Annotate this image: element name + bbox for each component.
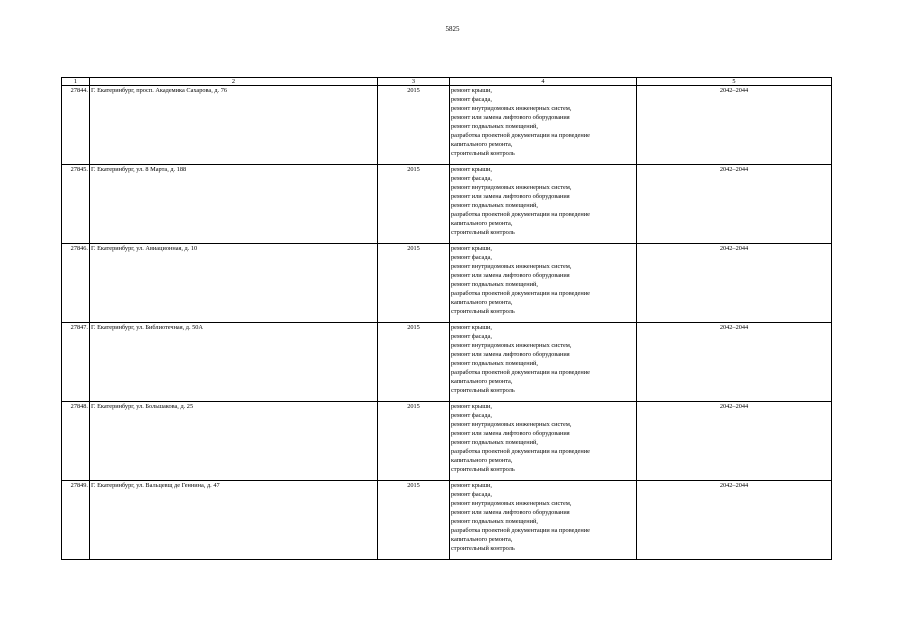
year-cell: 2015 xyxy=(378,86,450,165)
repair-period-cell: 2042–2044 xyxy=(637,86,832,165)
table-row xyxy=(62,481,832,560)
work-item: ремонт крыши, xyxy=(451,403,493,410)
work-item: ремонт внутридомовых инженерных систем, xyxy=(451,421,572,428)
address-cell: Г. Екатеринбург, ул. Большакова, д. 25 xyxy=(90,402,378,481)
work-item: ремонт подвальных помещений, xyxy=(451,360,538,367)
address-cell: Г. Екатеринбург, ул. Авиационная, д. 10 xyxy=(90,244,378,323)
work-item: ремонт фасада, xyxy=(451,412,492,419)
row-number-cell: 27845. xyxy=(62,165,90,244)
work-item: капитального ремонта, xyxy=(451,299,513,306)
table-row xyxy=(62,86,832,165)
repair-period-cell: 2042–2044 xyxy=(637,165,832,244)
repair-period-cell: 2042–2044 xyxy=(637,402,832,481)
work-item: разработка проектной документации на проведение xyxy=(451,527,590,534)
work-item: строительный контроль xyxy=(451,545,515,552)
works-cell xyxy=(450,165,637,244)
work-item: ремонт крыши, xyxy=(451,166,493,173)
address-cell: Г. Екатеринбург, ул. Вальцевщ де Геннина, д. 47 xyxy=(90,481,378,560)
work-item: капитального ремонта, xyxy=(451,378,513,385)
work-item: ремонт фасада, xyxy=(451,175,492,182)
work-item: ремонт внутридомовых инженерных систем, xyxy=(451,342,572,349)
work-item: ремонт крыши, xyxy=(451,482,493,489)
work-item: ремонт или замена лифтового оборудования xyxy=(451,272,570,279)
works-cell xyxy=(450,481,637,560)
work-item: строительный контроль xyxy=(451,308,515,315)
work-item: строительный контроль xyxy=(451,150,515,157)
work-item: ремонт крыши, xyxy=(451,324,493,331)
work-item: ремонт или замена лифтового оборудования xyxy=(451,351,570,358)
row-number-cell: 27849. xyxy=(62,481,90,560)
work-item: капитального ремонта, xyxy=(451,220,513,227)
table-row xyxy=(62,402,832,481)
work-item: ремонт подвальных помещений, xyxy=(451,202,538,209)
works-cell xyxy=(450,323,637,402)
work-item: капитального ремонта, xyxy=(451,536,513,543)
column-number: 2 xyxy=(90,78,378,86)
work-item: ремонт подвальных помещений, xyxy=(451,439,538,446)
address-cell: Г. Екатеринбург, ул. Библиотечная, д. 50А xyxy=(90,323,378,402)
works-cell xyxy=(450,86,637,165)
column-number: 5 xyxy=(637,78,832,86)
capital-repair-table xyxy=(61,77,832,560)
work-item: ремонт внутридомовых инженерных систем, xyxy=(451,184,572,191)
work-item: ремонт или замена лифтового оборудования xyxy=(451,430,570,437)
table-body xyxy=(62,78,832,560)
year-cell: 2015 xyxy=(378,402,450,481)
table-row xyxy=(62,165,832,244)
table-row xyxy=(62,244,832,323)
address-cell: Г. Екатеринбург, просп. Академика Сахарова, д. 76 xyxy=(90,86,378,165)
column-number: 3 xyxy=(378,78,450,86)
address-cell: Г. Екатеринбург, ул. 8 Марта, д. 188 xyxy=(90,165,378,244)
table-row xyxy=(62,323,832,402)
work-item: ремонт фасада, xyxy=(451,491,492,498)
repair-period-cell: 2042–2044 xyxy=(637,481,832,560)
work-item: ремонт или замена лифтового оборудования xyxy=(451,193,570,200)
work-item: ремонт крыши, xyxy=(451,245,493,252)
work-item: строительный контроль xyxy=(451,387,515,394)
work-item: ремонт фасада, xyxy=(451,96,492,103)
work-item: ремонт или замена лифтового оборудования xyxy=(451,114,570,121)
page-number: 5825 xyxy=(445,25,460,33)
work-item: разработка проектной документации на проведение xyxy=(451,211,590,218)
work-item: ремонт фасада, xyxy=(451,333,492,340)
work-item: ремонт подвальных помещений, xyxy=(451,281,538,288)
row-number-cell: 27844. xyxy=(62,86,90,165)
column-number: 4 xyxy=(450,78,637,86)
work-item: строительный контроль xyxy=(451,229,515,236)
year-cell: 2015 xyxy=(378,323,450,402)
work-item: разработка проектной документации на проведение xyxy=(451,369,590,376)
works-cell xyxy=(450,402,637,481)
work-item: ремонт внутридомовых инженерных систем, xyxy=(451,500,572,507)
year-cell: 2015 xyxy=(378,481,450,560)
work-item: ремонт фасада, xyxy=(451,254,492,261)
work-item: капитального ремонта, xyxy=(451,457,513,464)
work-item: ремонт крыши, xyxy=(451,87,493,94)
work-item: строительный контроль xyxy=(451,466,515,473)
work-item: разработка проектной документации на проведение xyxy=(451,290,590,297)
works-cell xyxy=(450,244,637,323)
work-item: ремонт подвальных помещений, xyxy=(451,123,538,130)
year-cell: 2015 xyxy=(378,244,450,323)
repair-period-cell: 2042–2044 xyxy=(637,323,832,402)
work-item: ремонт или замена лифтового оборудования xyxy=(451,509,570,516)
work-item: разработка проектной документации на проведение xyxy=(451,132,590,139)
work-item: ремонт внутридомовых инженерных систем, xyxy=(451,105,572,112)
row-number-cell: 27846. xyxy=(62,244,90,323)
column-number-row xyxy=(62,78,832,86)
year-cell: 2015 xyxy=(378,165,450,244)
work-item: капитального ремонта, xyxy=(451,141,513,148)
work-item: разработка проектной документации на проведение xyxy=(451,448,590,455)
row-number-cell: 27847. xyxy=(62,323,90,402)
row-number-cell: 27848. xyxy=(62,402,90,481)
work-item: ремонт внутридомовых инженерных систем, xyxy=(451,263,572,270)
repair-period-cell: 2042–2044 xyxy=(637,244,832,323)
work-item: ремонт подвальных помещений, xyxy=(451,518,538,525)
column-number: 1 xyxy=(62,78,90,86)
